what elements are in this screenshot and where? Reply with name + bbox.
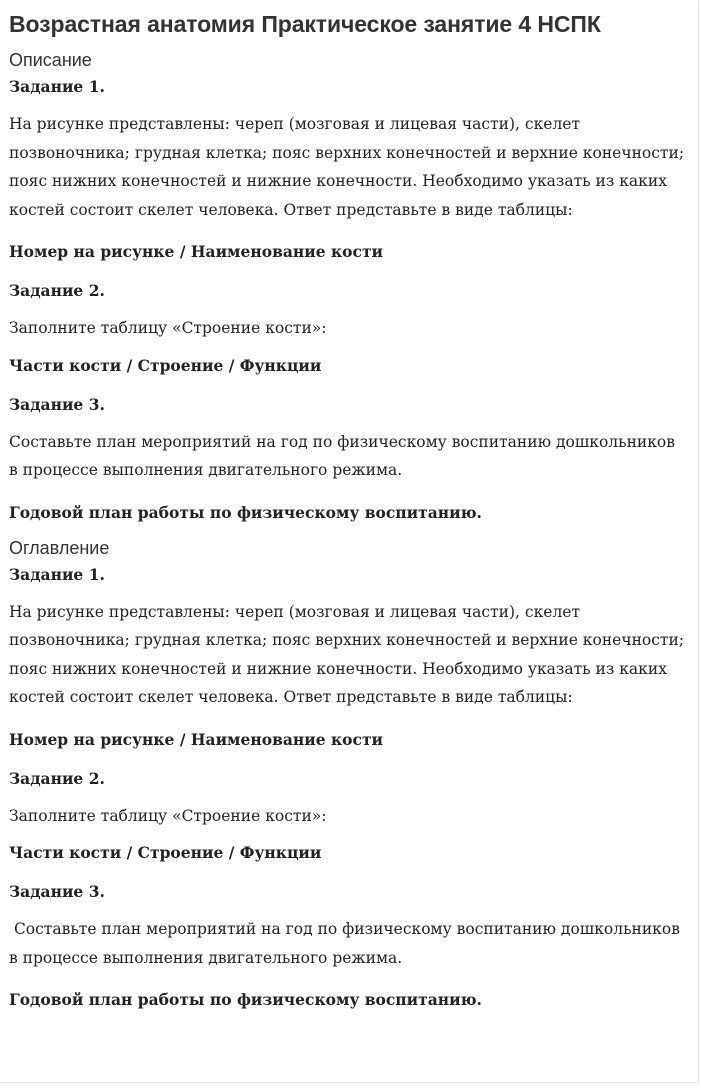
contents-section [9,538,688,1012]
description-task1-table-header: Номер на рисунке / Наименование кости [9,242,384,261]
contents-task2-table-header: Части кости / Строение / Функции [9,843,322,862]
description-task2-table-header: Части кости / Строение / Функции [9,355,322,375]
description-task3-text: Составьте план мероприятий на год по физическому воспитанию дошкольников в процессе выполнения двигательного режима. [9,432,675,479]
description-label: Описание [9,50,92,70]
description-task2-title: Задание 2. [9,281,105,300]
description-task1-title: Задание 1. [9,77,105,96]
contents-task2-title: Задание 2. [9,768,105,788]
contents-label: Оглавление [9,537,110,558]
description-task3-table-header: Годовой план работы по физическому воспитанию. [9,502,482,522]
description-section [9,50,688,524]
contents-task3-table-header: Годовой план работы по физическому воспитанию. [9,990,482,1009]
page-title: Возрастная анатомия Практическое занятие 4 НСПК [9,11,601,37]
contents-task1-table-header: Номер на рисунке / Наименование кости [9,729,384,749]
description-task2-text: Заполните таблицу «Строение кости»: [9,319,327,337]
contents-task3-title: Задание 3. [9,882,105,901]
contents-task1-text: На рисунке представлены: череп (мозговая и лицевая части), скелет позвоночника; грудная клетка; пояс верхних конечностей и верхние конечности; пояс нижних конечностей и нижние конечности. Необходимо указать из каких костей состоит скелет человека. Ответ представьте в виде таблицы: [9,602,685,706]
contents-task3-text: Составьте план мероприятий на год по физическому воспитанию дошкольников в процессе выполнения двигательного режима. [9,920,685,967]
description-task3-title: Задание 3. [9,394,105,414]
contents-task2-text: Заполните таблицу «Строение кости»: [9,806,327,825]
description-task1-text: На рисунке представлены: череп (мозговая и лицевая части), скелет позвоночника; грудная клетка; пояс верхних конечностей и верхние конечности; пояс нижних конечностей и нижние конечности. Необходимо указать из каких костей состоит скелет человека. Ответ представьте в виде таблицы: [9,115,685,219]
contents-task1-title: Задание 1. [9,564,105,584]
